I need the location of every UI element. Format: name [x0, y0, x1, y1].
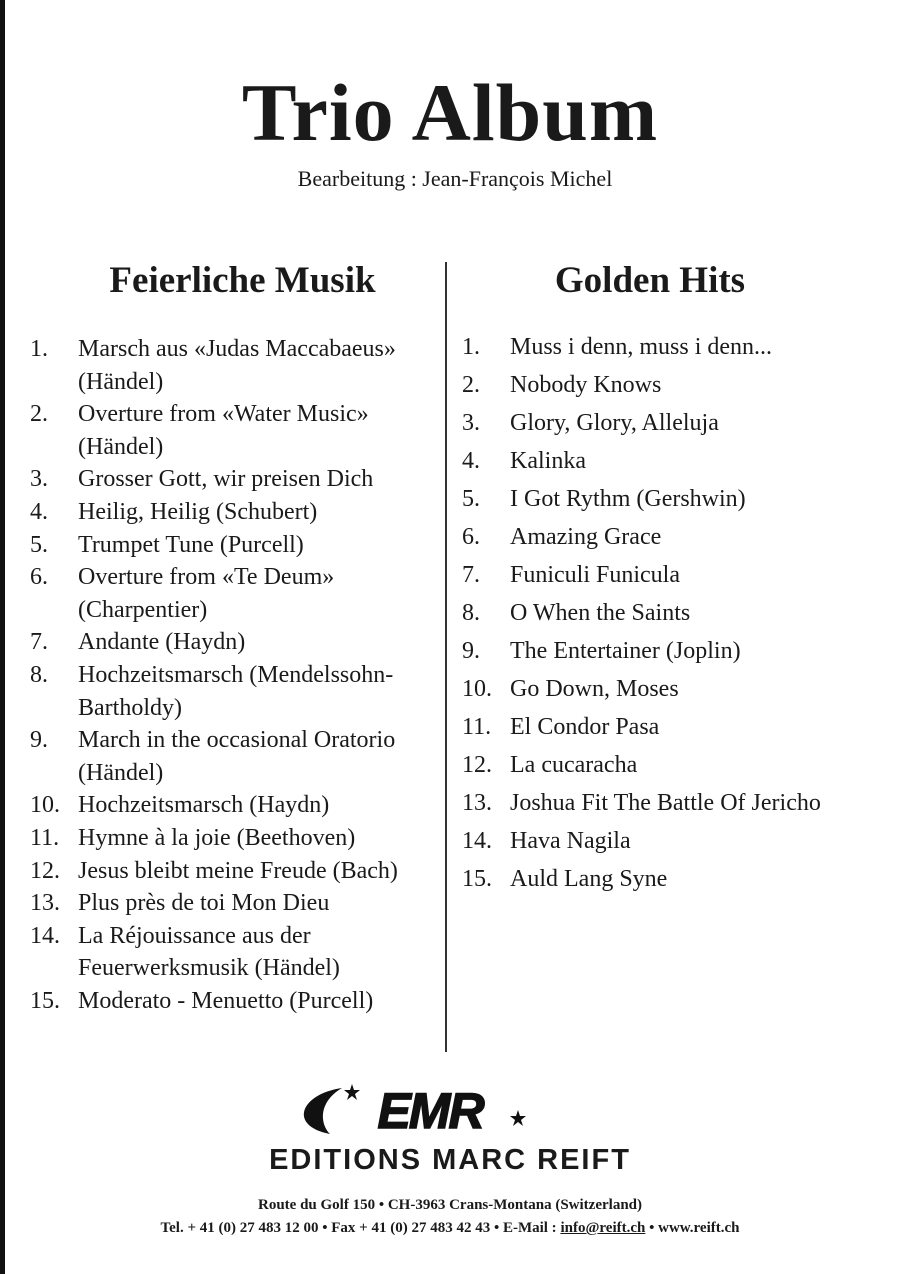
list-item — [30, 789, 440, 822]
list-item — [30, 529, 440, 562]
list-item — [462, 670, 862, 708]
list-item — [30, 398, 440, 463]
item-number: 5. — [462, 486, 480, 512]
list-item — [30, 855, 440, 888]
contact-website: • www.reift.ch — [645, 1220, 740, 1236]
publisher-address: Route du Golf 150 • CH-3963 Crans-Montana (Switzerland) — [258, 1197, 642, 1213]
list-item — [462, 784, 862, 822]
item-number: 10. — [462, 676, 492, 702]
item-title: Heilig, Heilig (Schubert) — [78, 498, 318, 525]
left-track-list — [30, 333, 440, 1017]
list-item — [30, 561, 440, 626]
list-item — [462, 556, 862, 594]
logo-star-left — [344, 1084, 360, 1100]
page-title: Trio Album — [241, 67, 659, 158]
list-item — [30, 659, 440, 724]
emr-logo — [280, 1080, 560, 1142]
email-link[interactable]: info@reift.ch — [560, 1220, 646, 1236]
item-title: O When the Saints — [510, 600, 691, 626]
item-number: 4. — [462, 448, 480, 474]
item-title: La Réjouissance aus der Feuerwerksmusik (Händel) — [78, 922, 340, 982]
item-number: 14. — [462, 828, 492, 854]
right-column-heading: Golden Hits — [554, 260, 746, 301]
logo-star-right — [510, 1110, 526, 1126]
item-number: 15. — [30, 987, 60, 1014]
item-title: Jesus bleibt meine Freude (Bach) — [78, 857, 398, 884]
item-number: 1. — [462, 334, 480, 360]
left-column-heading: Feierliche Musik — [109, 260, 376, 301]
publisher-name: EDITIONS MARC REIFT — [269, 1144, 631, 1176]
column-divider — [445, 262, 447, 1052]
item-title: Marsch aus «Judas Maccabaeus» (Händel) — [78, 336, 396, 395]
item-title: Glory, Glory, Alleluja — [510, 410, 719, 436]
item-number: 9. — [462, 638, 480, 664]
logo-swoosh — [304, 1088, 342, 1134]
item-title: Hochzeitsmarsch (Mendelssohn-Bartholdy) — [78, 661, 394, 721]
item-title: El Condor Pasa — [510, 714, 660, 740]
list-item — [462, 404, 862, 442]
item-title: Overture from «Te Deum» (Charpentier) — [78, 564, 335, 623]
contact-phone-fax: Tel. + 41 (0) 27 483 12 00 • Fax + 41 (0) 27 483 42 43 • E-Mail : — [160, 1220, 561, 1236]
item-number: 13. — [462, 790, 492, 816]
item-title: I Got Rythm (Gershwin) — [510, 486, 746, 512]
logo-text: EMR — [377, 1083, 483, 1139]
item-title: Overture from «Water Music» (Händel) — [78, 401, 369, 460]
item-title: Andante (Haydn) — [78, 629, 246, 656]
list-item — [30, 920, 440, 985]
item-number: 13. — [30, 890, 60, 917]
item-title: Hochzeitsmarsch (Haydn) — [78, 792, 330, 819]
item-number: 10. — [30, 792, 60, 819]
item-number: 15. — [462, 866, 492, 892]
list-item — [462, 822, 862, 860]
item-number: 8. — [30, 661, 48, 688]
item-title: La cucaracha — [510, 752, 638, 778]
item-number: 11. — [30, 824, 60, 851]
item-number: 5. — [30, 531, 48, 558]
item-title: Hava Nagila — [510, 828, 631, 854]
list-item — [462, 480, 862, 518]
item-title: March in the occasional Oratorio (Händel) — [78, 727, 396, 786]
list-item — [30, 985, 440, 1018]
item-number: 6. — [30, 564, 48, 591]
list-item — [30, 333, 440, 398]
page-edge — [0, 0, 5, 1274]
item-title: Muss i denn, muss i denn... — [510, 334, 773, 360]
item-number: 2. — [30, 401, 48, 428]
list-item — [462, 518, 862, 556]
right-track-list — [462, 328, 862, 898]
list-item — [30, 496, 440, 529]
arranger-credit: Bearbeitung : Jean-François Michel — [297, 166, 613, 191]
list-item — [462, 632, 862, 670]
item-number: 14. — [30, 922, 60, 949]
list-item — [462, 328, 862, 366]
item-title: Funiculi Funicula — [510, 562, 680, 588]
list-item — [30, 887, 440, 920]
item-number: 12. — [30, 857, 60, 884]
list-item — [30, 822, 440, 855]
list-item — [30, 463, 440, 496]
item-title: Moderato - Menuetto (Purcell) — [78, 987, 374, 1014]
item-title: The Entertainer (Joplin) — [510, 638, 741, 664]
item-title: Amazing Grace — [510, 524, 662, 550]
list-item — [462, 594, 862, 632]
item-number: 11. — [462, 714, 492, 740]
item-number: 3. — [462, 410, 480, 436]
list-item — [462, 366, 862, 404]
item-title: Joshua Fit The Battle Of Jericho — [510, 790, 821, 816]
list-item — [30, 626, 440, 659]
item-number: 3. — [30, 466, 48, 493]
item-number: 4. — [30, 498, 48, 525]
item-number: 7. — [462, 562, 480, 588]
list-item — [462, 860, 862, 898]
item-number: 12. — [462, 752, 492, 778]
item-number: 7. — [30, 629, 48, 656]
item-number: 1. — [30, 336, 48, 362]
item-title: Trumpet Tune (Purcell) — [78, 531, 304, 558]
item-number: 9. — [30, 727, 48, 754]
list-item — [462, 442, 862, 480]
list-item — [462, 746, 862, 784]
item-number: 8. — [462, 600, 480, 626]
item-title: Nobody Knows — [510, 372, 662, 398]
item-number: 2. — [462, 372, 480, 398]
item-title: Go Down, Moses — [510, 676, 679, 702]
item-title: Auld Lang Syne — [510, 866, 668, 892]
item-title: Kalinka — [510, 448, 586, 474]
publisher-contact — [0, 1221, 900, 1236]
item-title: Hymne à la joie (Beethoven) — [78, 824, 356, 851]
list-item — [30, 724, 440, 789]
item-number: 6. — [462, 524, 480, 550]
item-title: Plus près de toi Mon Dieu — [78, 890, 330, 917]
list-item — [462, 708, 862, 746]
item-title: Grosser Gott, wir preisen Dich — [78, 466, 374, 493]
